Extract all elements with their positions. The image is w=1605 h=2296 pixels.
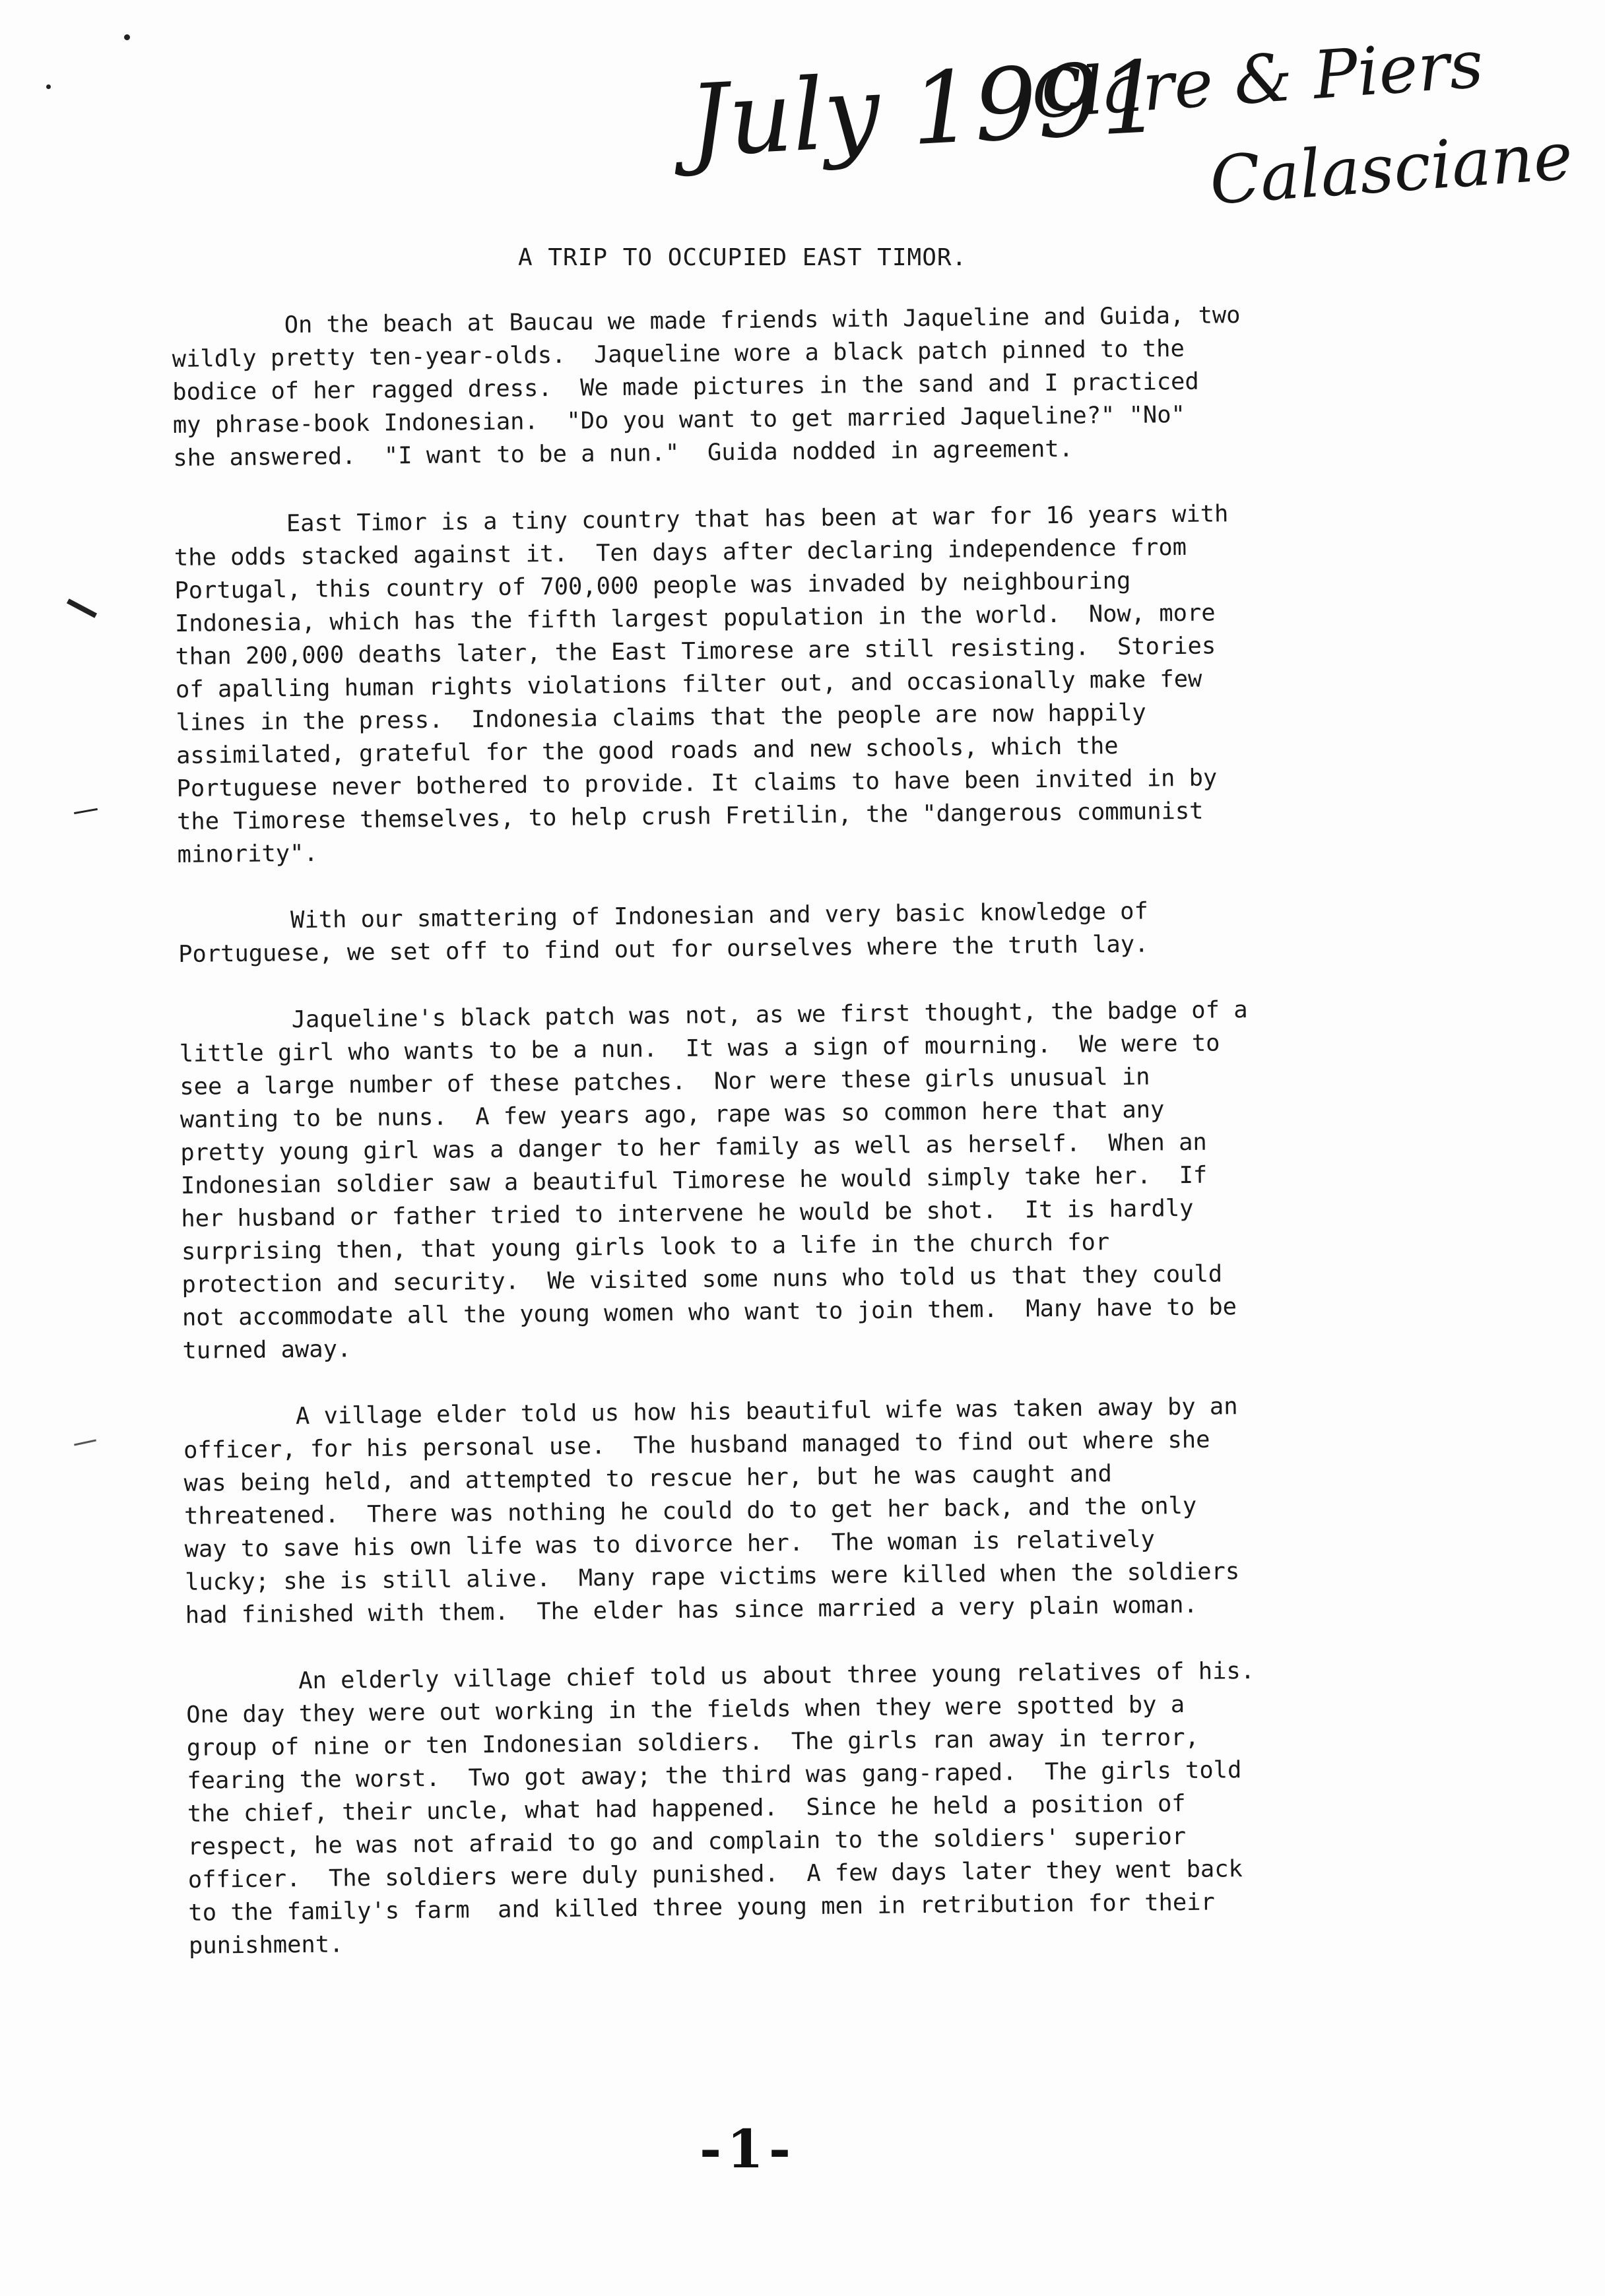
stray-dot-mark <box>124 34 130 40</box>
body-paragraph <box>172 297 1454 475</box>
text-line: she answered. "I want to be a nun." Guida nodded in agreement. <box>173 435 1074 472</box>
text-line: little girl who wants to be a nun. It was a sign of mourning. We were to <box>179 1029 1220 1068</box>
text-line: to the family's farm and killed three young men in retribution for their <box>188 1888 1215 1927</box>
text-line: minority". <box>177 839 318 868</box>
text-line: East Timor is a tiny country that has been at war for 16 years with <box>174 500 1229 538</box>
text-line: than 200,000 deaths later, the East Timorese are still resisting. Stories <box>175 632 1216 670</box>
text-line: wildly pretty ten-year-olds. Jaqueline wore a black patch pinned to the <box>172 335 1185 373</box>
document-title: A TRIP TO OCCUPIED EAST TIMOR. <box>518 244 967 271</box>
text-line: On the beach at Baucau we made friends with Jaqueline and Guida, two <box>172 302 1241 340</box>
text-line: bodice of her ragged dress. We made pictures in the sand and I practiced <box>172 367 1199 406</box>
text-line: Portuguese never bothered to provide. It claims to have been invited in by <box>176 764 1218 802</box>
text-line: Indonesian soldier saw a beautiful Timorese he would simply take her. If <box>180 1161 1208 1199</box>
text-line: Indonesia, which has the fifth largest population in the world. Now, more <box>174 599 1216 637</box>
text-line: her husband or father tried to intervene he would be shot. It is hardly <box>181 1194 1194 1232</box>
text-line: turned away. <box>182 1335 352 1364</box>
margin-tick-mark <box>74 1439 96 1446</box>
text-line: pretty young girl was a danger to her family as well as herself. When an <box>180 1128 1207 1166</box>
text-line: see a large number of these patches. Nor were these girls unusual in <box>180 1063 1150 1100</box>
text-line: my phrase-book Indonesian. "Do you want to get married Jaqueline?" "No" <box>172 400 1186 439</box>
text-line: officer. The soldiers were duly punished. A few days later they went back <box>187 1855 1243 1894</box>
text-line: protection and security. We visited some nuns who told us that they could <box>181 1260 1223 1298</box>
page-number: -1- <box>700 2118 797 2180</box>
text-line: not accommodate all the young women who want to join them. Many have to be <box>181 1293 1237 1331</box>
text-line: lucky; she is still alive. Many rape victims were killed when the soldiers <box>184 1558 1240 1596</box>
text-line: A village elder told us how his beautiful wife was taken away by an <box>183 1393 1238 1431</box>
text-line: officer, for his personal use. The husband managed to find out where she <box>183 1426 1210 1464</box>
margin-tick-mark <box>74 808 98 814</box>
stray-dot-mark <box>46 84 51 89</box>
text-line: lines in the press. Indonesia claims that the people are now happily <box>176 699 1146 736</box>
text-line: wanting to be nuns. A few years ago, rape was so common here that any <box>180 1096 1165 1133</box>
text-line: Jaqueline's black patch was not, as we first thought, the badge of a <box>179 996 1248 1035</box>
text-line: was being held, and attempted to rescue her, but he was caught and <box>183 1460 1113 1497</box>
text-line: surprising then, that young girls look to a life in the church for <box>181 1228 1110 1265</box>
body-paragraph <box>174 495 1458 872</box>
text-line: fearing the worst. Two got away; the third was gang-raped. The girls told <box>187 1756 1242 1795</box>
text-line: the Timorese themselves, to help crush Fretilin, the "dangerous communist <box>176 797 1204 835</box>
text-line: had finished with them. The elder has since married a very plain woman. <box>185 1591 1198 1629</box>
body-paragraph <box>186 1653 1470 1963</box>
text-line: the chief, their uncle, what had happened. Since he held a position of <box>187 1790 1186 1828</box>
text-line: One day they were out working in the fields when they were spotted by a <box>186 1691 1185 1729</box>
handwritten-author-names: Clare & Piers <box>1029 25 1486 134</box>
text-line: way to save his own life was to divorce her. The woman is relatively <box>184 1525 1155 1563</box>
text-line: With our smattering of Indonesian and very basic knowledge of <box>178 897 1149 935</box>
margin-tick-mark <box>67 598 97 618</box>
handwritten-date: July 1991 <box>686 40 1166 179</box>
text-line: group of nine or ten Indonesian soldiers. The girls ran away in terror, <box>186 1723 1200 1762</box>
text-line: of apalling human rights violations filter out, and occasionally make few <box>175 665 1202 703</box>
text-line: the odds stacked against it. Ten days after declaring independence from <box>174 533 1187 571</box>
text-line: respect, he was not afraid to go and complain to the soldiers' superior <box>187 1823 1187 1861</box>
text-line: threatened. There was nothing he could do to get her back, and the only <box>183 1492 1197 1530</box>
text-line: assimilated, grateful for the good roads and new schools, which the <box>176 732 1119 769</box>
body-paragraph <box>179 992 1463 1368</box>
text-line: Portuguese, we set off to find out for ourselves where the truth lay. <box>178 930 1149 968</box>
text-line: punishment. <box>188 1930 344 1960</box>
body-paragraph <box>178 892 1458 971</box>
document-body <box>172 297 1470 1996</box>
text-line: An elderly village chief told us about three young relatives of his. <box>185 1657 1255 1696</box>
handwritten-author-surname: Calasciane <box>1207 117 1575 220</box>
body-paragraph <box>183 1388 1466 1632</box>
text-line: Portugal, this country of 700,000 people was invaded by neighbouring <box>174 567 1131 604</box>
